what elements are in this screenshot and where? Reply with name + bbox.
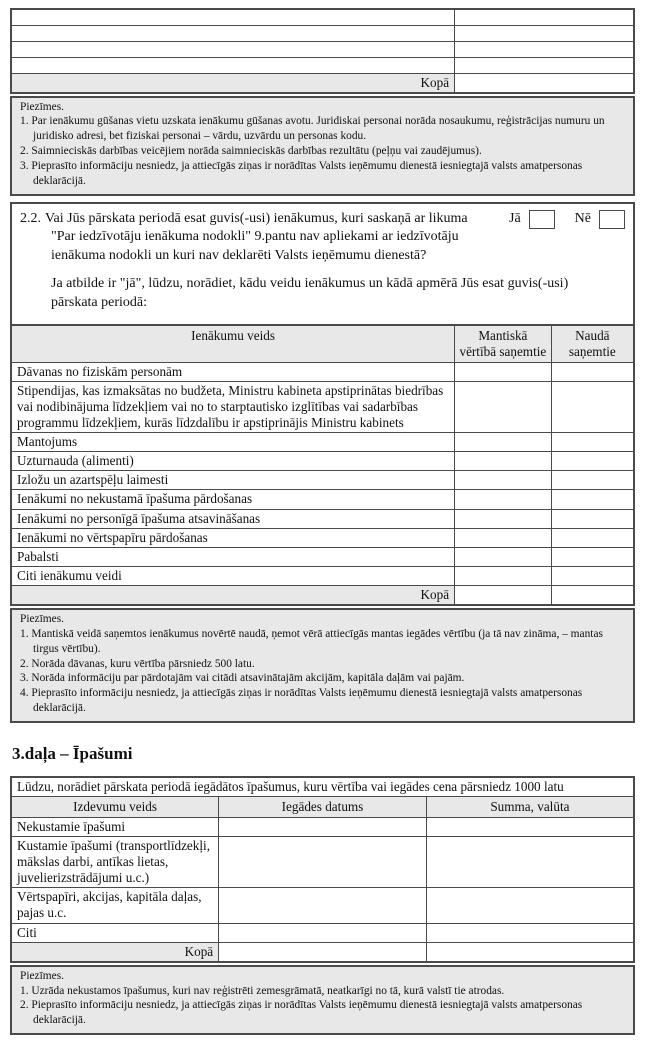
question-body: Vai Jūs pārskata periodā esat guvis(-usi) ienākumus, kuri saskaņā ar likuma "Par iedzīvotāju ienākuma nodokli" 9.pantu nav apliekami ar iedzīvotāju ienākuma nodokli un kuri nav deklarēti Valsts ieņēmumu dienestā? (45, 210, 468, 263)
income-types-table (10, 324, 635, 606)
value-cell[interactable] (455, 452, 552, 471)
notes-title: Piezīmes. (20, 100, 64, 113)
value-cell[interactable] (455, 433, 552, 452)
income-type-label: Izložu un azartspēļu laimesti (11, 471, 455, 490)
value-cell[interactable] (551, 490, 634, 509)
total-value-cell[interactable] (426, 942, 634, 962)
value-cell[interactable] (219, 888, 427, 923)
note-item: 4. Pieprasīto informāciju nesniedz, ja attiecīgās ziņas ir norādītas Valsts ieņēmumu dienestā iesniegtajā valsts amatpersonas deklarācijā. (20, 687, 583, 714)
table-row (11, 362, 634, 381)
total-value-cell[interactable] (455, 585, 552, 605)
table-row (11, 818, 634, 837)
value-cell[interactable] (426, 818, 634, 837)
value-cell[interactable] (426, 888, 634, 923)
value-cell[interactable] (455, 566, 552, 585)
total-row (11, 585, 634, 605)
value-cell[interactable] (551, 528, 634, 547)
value-cell[interactable] (551, 566, 634, 585)
value-cell[interactable] (551, 362, 634, 381)
intro-row (11, 777, 634, 797)
value-cell[interactable] (426, 837, 634, 888)
yes-label: Jā (509, 210, 521, 226)
table-row (11, 25, 634, 41)
note-item: 1. Par ienākumu gūšanas vietu uzskata ienākumu gūšanas avotu. Juridiskai personai norāda nosaukumu, reģistrācijas numuru un juridisko adresi, bet fiziskai personai – vārdu, uzvārdu un personas kodu. (20, 115, 605, 143)
properties-table (10, 776, 635, 963)
table-row (11, 452, 634, 471)
column-header-purchase-date: Iegādes datums (219, 796, 427, 817)
income-type-label: Pabalsti (11, 547, 455, 566)
question-followup: Ja atbilde ir "jā", lūdzu, norādiet, kādu veidu ienākumus un kādā apmērā Jūs esat guvis(-usi) pārskata periodā: (51, 276, 569, 310)
income-type-label: Citi ienākumu veidi (11, 566, 455, 585)
note-item: 3. Pieprasīto informāciju nesniedz, ja attiecīgās ziņas ir norādītas Valsts ieņēmumu dienestā iesniegtajā valsts amatpersonas deklarācijā. (20, 159, 583, 187)
income-amount-cell[interactable] (455, 41, 634, 57)
income-source-cell[interactable] (11, 9, 455, 25)
note-item: 1. Mantiskā veidā saņemtos ienākumus novērtē naudā, ņemot vērā attiecīgās mantas iegādes vērtību (ja tā nav zināma, – mantas tirgus vērtību). (20, 627, 603, 655)
value-cell[interactable] (219, 923, 427, 942)
value-cell[interactable] (551, 509, 634, 528)
income-type-label: Ienākumi no personīgā īpašuma atsavināšanas (11, 509, 455, 528)
table-row (11, 509, 634, 528)
note-item: 2. Pieprasīto informāciju nesniedz, ja attiecīgās ziņas ir norādītas Valsts ieņēmumu dienestā iesniegtajā valsts amatpersonas deklarācijā. (20, 999, 583, 1027)
note-item: 2. Saimnieciskās darbības veicējiem norāda saimnieciskās darbības rezultātu (peļņu vai zaudējumus). (20, 145, 482, 158)
income-type-label: Mantojums (11, 433, 455, 452)
table-row (11, 471, 634, 490)
column-header-expense-type: Izdevumu veids (11, 796, 219, 817)
income-source-cell[interactable] (11, 57, 455, 73)
column-header-material-value: Mantiskā vērtībā saņemtie (455, 325, 552, 363)
expense-type-label: Kustamie īpašumi (transportlīdzekļi, mākslas darbi, antīkas lietas, juvelierizstrādājumi u.c.) (11, 837, 219, 888)
table-row (11, 41, 634, 57)
value-cell[interactable] (426, 923, 634, 942)
total-value-cell[interactable] (551, 585, 634, 605)
total-amount-cell[interactable] (455, 73, 634, 93)
question-2-2-box (10, 202, 635, 324)
no-label: Nē (574, 210, 591, 226)
note-item: 3. Norāda informāciju par pārdotajām vai citādi atsavinātajām akcijām, kapitāla daļām vai pajām. (20, 672, 465, 685)
value-cell[interactable] (455, 381, 552, 432)
value-cell[interactable] (551, 452, 634, 471)
table-row (11, 528, 634, 547)
table-row (11, 9, 634, 25)
value-cell[interactable] (551, 381, 634, 432)
income-source-cell[interactable] (11, 41, 455, 57)
total-value-cell[interactable] (219, 942, 427, 962)
income-amount-cell[interactable] (455, 57, 634, 73)
income-amount-cell[interactable] (455, 25, 634, 41)
note-item: 2. Norāda dāvanas, kuru vērtība pārsniedz 500 latu. (20, 657, 255, 670)
part-3-heading: 3.daļa – Īpašumi (12, 743, 133, 763)
value-cell[interactable] (551, 433, 634, 452)
column-header-amount-currency: Summa, valūta (426, 796, 634, 817)
table-row (11, 923, 634, 942)
income-type-label: Uzturnauda (alimenti) (11, 452, 455, 471)
question-text (20, 210, 488, 266)
total-row (11, 942, 634, 962)
income-type-label: Stipendijas, kas izmaksātas no budžeta, Ministru kabineta apstiprinātas biedrības vai nodibinājuma līdzekļiem vai no to starptautisko izglītības vai sadarbības programmu līdzekļiem, kurās līdzdalību ir apstiprinājis Ministru kabinets (11, 381, 455, 432)
total-row (11, 73, 634, 93)
no-checkbox[interactable] (599, 210, 625, 229)
income-sources-table-continued (10, 8, 635, 94)
notes-block-2 (10, 608, 635, 723)
total-label: Kopā (11, 73, 455, 93)
value-cell[interactable] (455, 509, 552, 528)
expense-type-label: Citi (11, 923, 219, 942)
notes-title: Piezīmes. (20, 969, 64, 982)
income-amount-cell[interactable] (455, 9, 634, 25)
yes-no-group (509, 210, 625, 229)
value-cell[interactable] (219, 837, 427, 888)
value-cell[interactable] (455, 490, 552, 509)
header-row (11, 796, 634, 817)
value-cell[interactable] (455, 547, 552, 566)
table-row (11, 837, 634, 888)
value-cell[interactable] (551, 471, 634, 490)
value-cell[interactable] (219, 818, 427, 837)
column-header-income-type: Ienākumu veids (11, 325, 455, 363)
expense-type-label: Nekustamie īpašumi (11, 818, 219, 837)
income-type-label: Ienākumi no nekustamā īpašuma pārdošanas (11, 490, 455, 509)
table-row (11, 490, 634, 509)
value-cell[interactable] (551, 547, 634, 566)
value-cell[interactable] (455, 471, 552, 490)
total-label: Kopā (11, 585, 455, 605)
value-cell[interactable] (455, 362, 552, 381)
table-row (11, 566, 634, 585)
total-label: Kopā (11, 942, 219, 962)
notes-title: Piezīmes. (20, 613, 64, 626)
table-row (11, 57, 634, 73)
table-row (11, 381, 634, 432)
income-type-label: Ienākumi no vērtspapīru pārdošanas (11, 528, 455, 547)
table-row (11, 888, 634, 923)
table-row (11, 433, 634, 452)
yes-checkbox[interactable] (529, 210, 555, 229)
value-cell[interactable] (455, 528, 552, 547)
note-item: 1. Uzrāda nekustamos īpašumus, kuri nav reģistrēti zemesgrāmatā, neatkarīgi no tā, kurā valstī tie atrodas. (20, 984, 505, 997)
table-row (11, 547, 634, 566)
properties-intro: Lūdzu, norādiet pārskata periodā iegādātos īpašumus, kuru vērtība vai iegādes cena pārsniedz 1000 latu (11, 777, 634, 797)
income-source-cell[interactable] (11, 25, 455, 41)
header-row (11, 325, 634, 363)
expense-type-label: Vērtspapīri, akcijas, kapitāla daļas, pajas u.c. (11, 888, 219, 923)
column-header-money: Naudā saņemtie (551, 325, 634, 363)
income-type-label: Dāvanas no fiziskām personām (11, 362, 455, 381)
notes-block-3 (10, 965, 635, 1035)
question-row (20, 210, 625, 266)
notes-block-1 (10, 96, 635, 196)
question-number: 2.2. (20, 210, 41, 226)
